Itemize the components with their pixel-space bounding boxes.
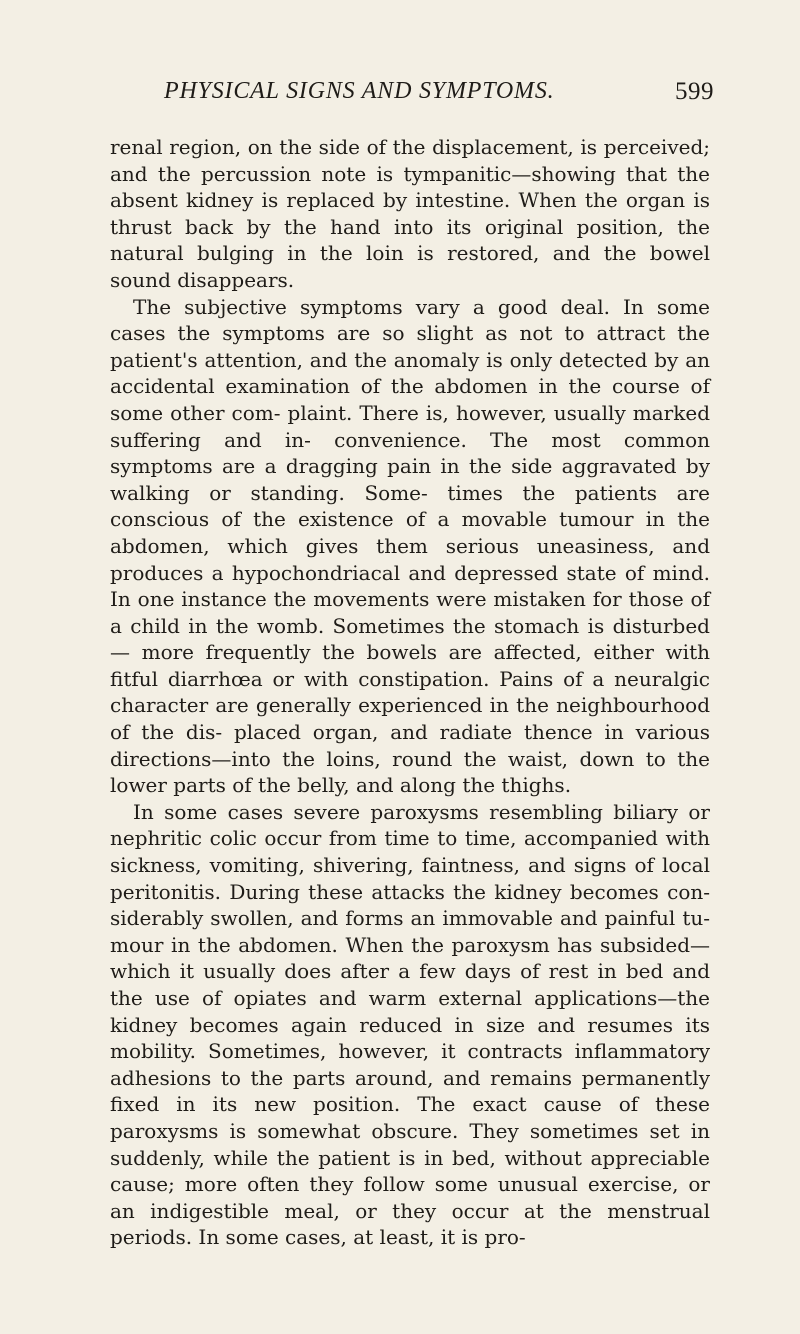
- paragraph-paroxysms: In some cases severe paroxysms resembling biliary or nephritic colic occur from time to time, accompanied with sickness, vomiting, shivering, faintness, and signs of local peritonitis. During these attacks the kidney becomes con- siderably swollen, and forms an immovable and painful tu- mour in the abdomen. When the paroxysm has subsided— which it usually does after a few days of rest in bed and the use of opiates and warm external applications—the kidney becomes again reduced in size and resumes its mobility. Sometimes, however, it contracts inflammatory adhesions to the parts around, and remains permanently fixed in its new position. The exact cause of these paroxysms is somewhat obscure. They sometimes set in suddenly, while the patient is in bed, without appreciable cause; more often they follow some unusual exercise, or an indigestible meal, or they occur at the menstrual periods. In some cases, at least, it is pro-: [110, 799, 710, 1250]
- running-title: PHYSICAL SIGNS AND SYMPTOMS.: [164, 78, 555, 104]
- body-text: [110, 134, 710, 1251]
- paragraph-continuation: renal region, on the side of the displacement, is perceived; and the percussion note is tympanitic—showing that the absent kidney is replaced by intestine. When the organ is thrust back by the hand into its original position, the natural bulging in the loin is restored, and the bowel sound disappears.: [110, 135, 710, 292]
- running-head: [110, 78, 714, 112]
- paragraph-subjective-symptoms: The subjective symptoms vary a good deal. In some cases the symptoms are so slight as not to attract the patient's attention, and the anomaly is only detected by an accidental examination of the abdomen in the course of some other com- plaint. There is, however, usually marked suffering and in- convenience. The most common symptoms are a dragging pain in the side aggravated by walking or standing. Some- times the patients are conscious of the existence of a movable tumour in the abdomen, which gives them serious uneasiness, and produces a hypochondriacal and depressed state of mind. In one instance the movements were mistaken for those of a child in the womb. Sometimes the stomach is disturbed— more frequently the bowels are affected, either with fitful diarrhœa or with constipation. Pains of a neuralgic character are generally experienced in the neighbourhood of the dis- placed organ, and radiate thence in various directions—into the loins, round the waist, down to the lower parts of the belly, and along the thighs.: [110, 294, 710, 798]
- page-number: 599: [675, 78, 714, 105]
